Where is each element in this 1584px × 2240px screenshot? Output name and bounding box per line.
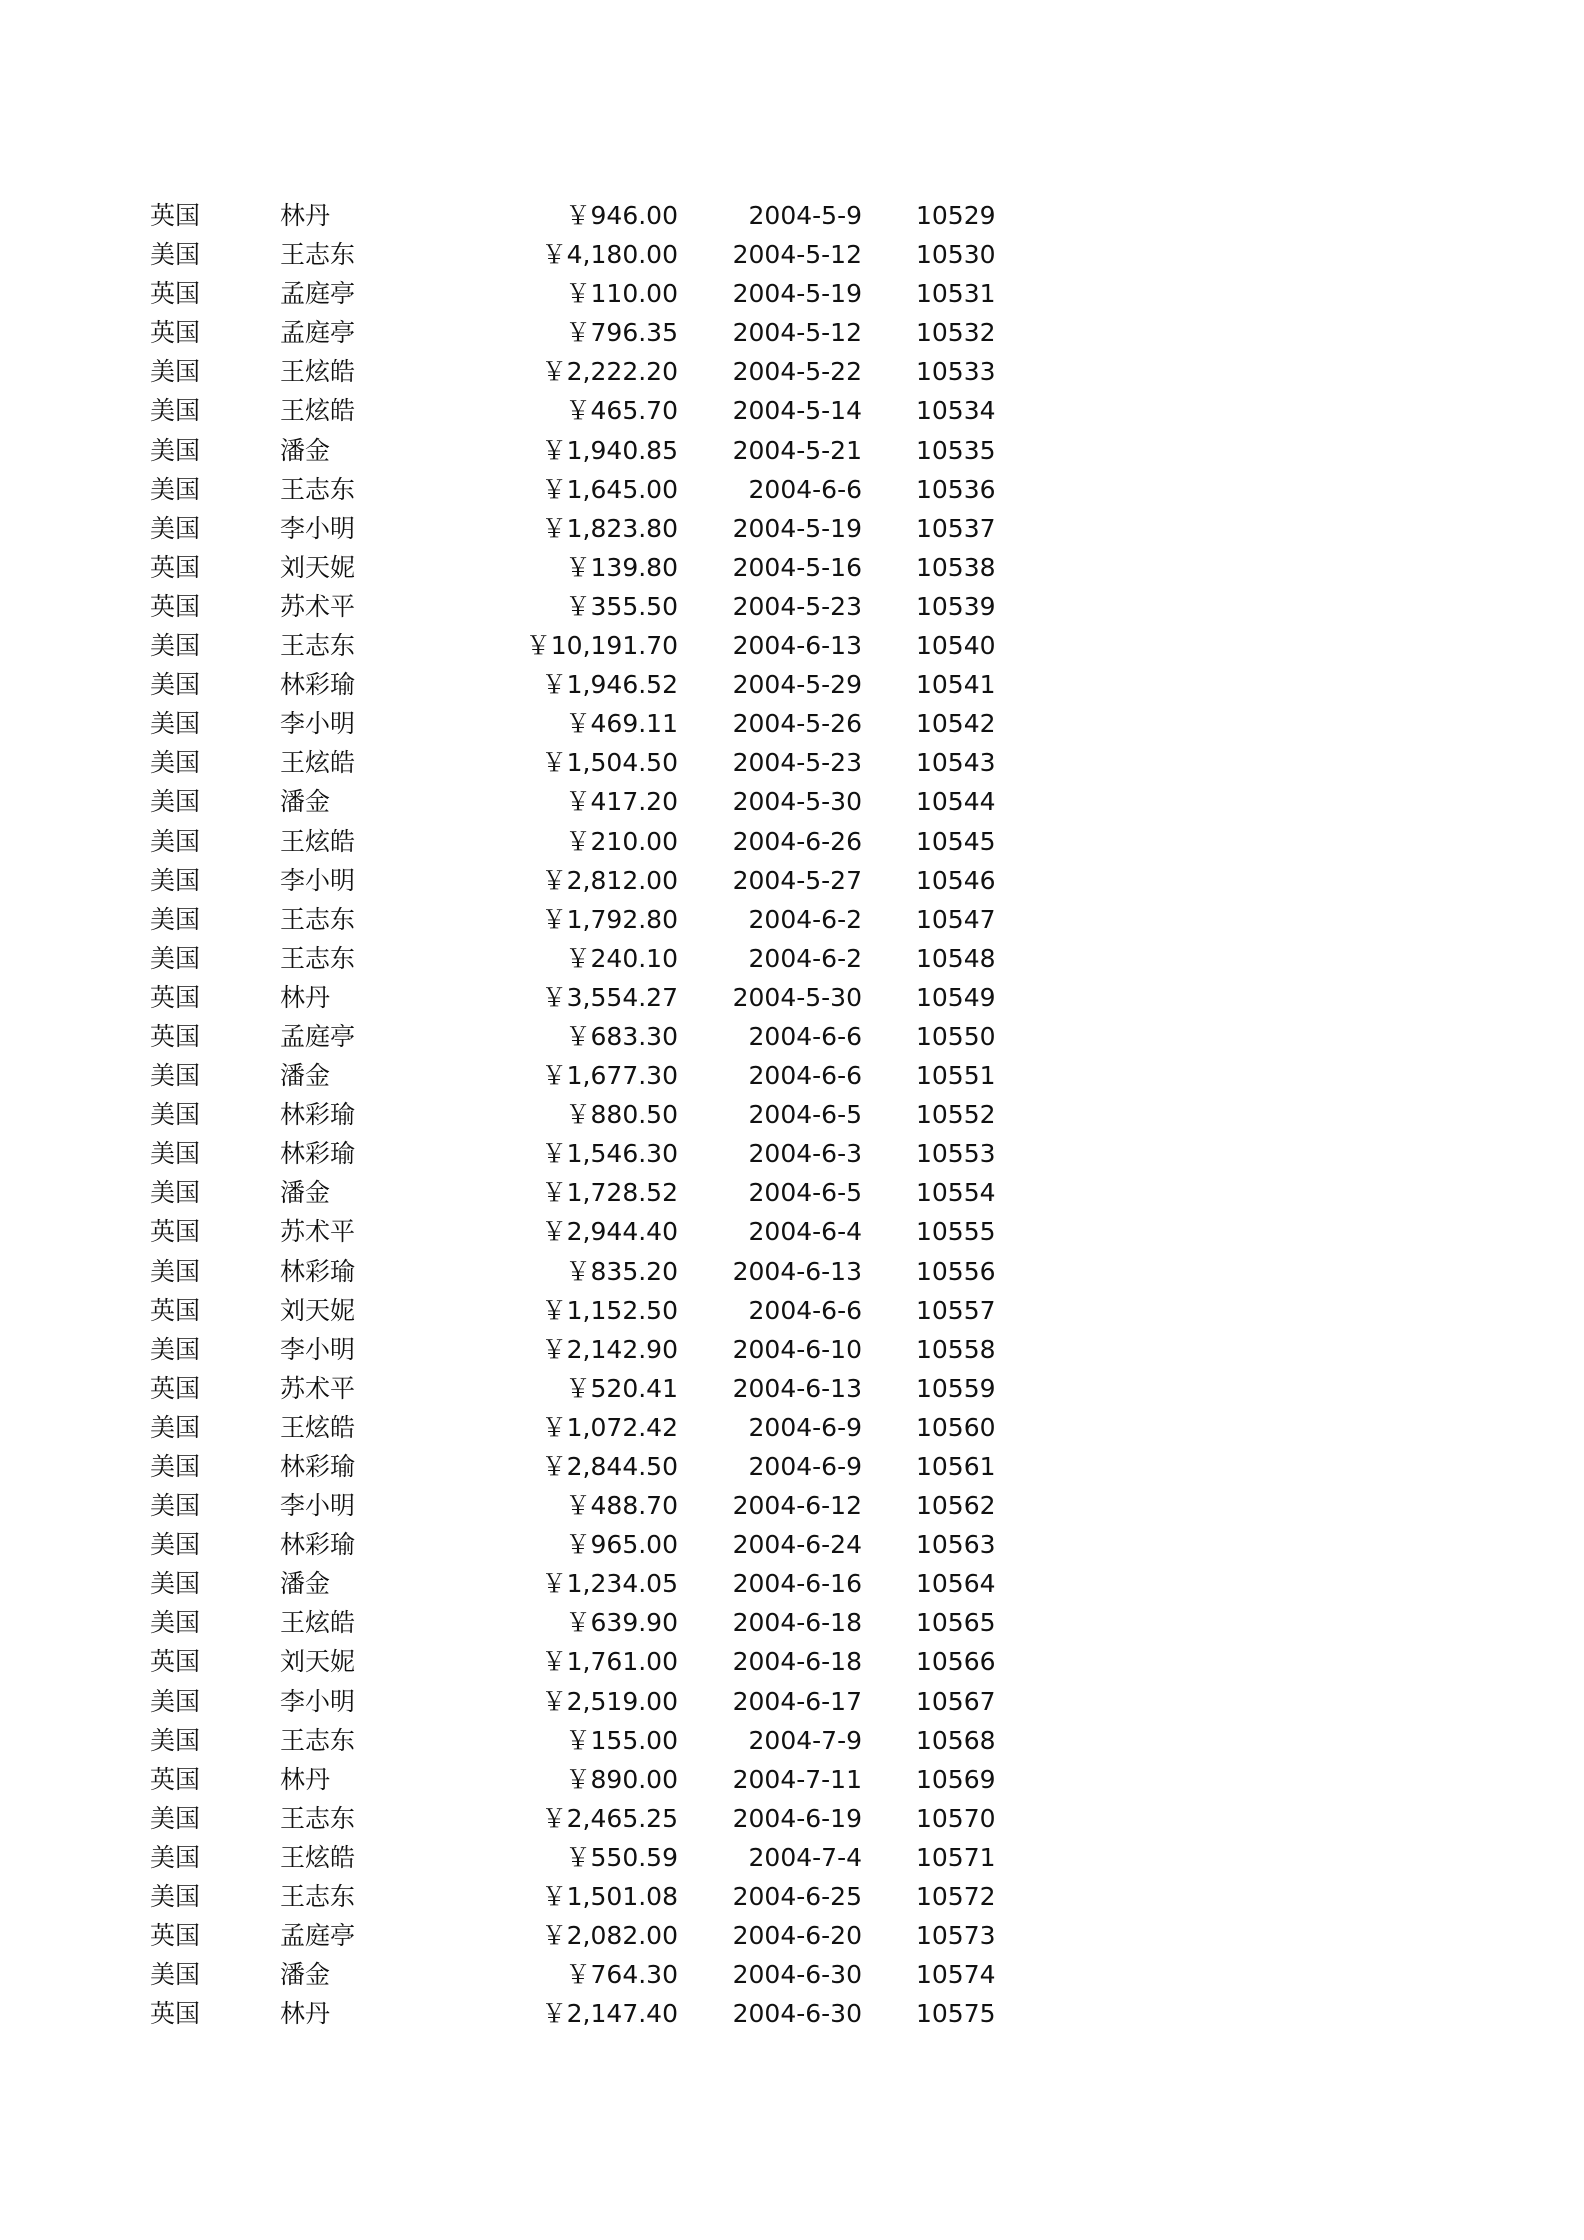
country-cell: 美国	[150, 1803, 201, 1833]
order-id-cell: 10540	[916, 631, 996, 661]
order-date-cell: 2004-6-13	[732, 631, 862, 661]
amount-cell: ￥1,072.42	[541, 1412, 678, 1442]
table-row	[0, 1721, 1584, 1760]
salesperson-cell: 王志东	[280, 474, 356, 504]
amount-cell: ￥946.00	[565, 201, 678, 230]
amount-cell: ￥550.59	[565, 1842, 678, 1872]
order-date-cell: 2004-5-29	[732, 670, 862, 700]
salesperson-cell: 孟庭亭	[280, 1021, 356, 1051]
order-id-cell: 10539	[916, 591, 996, 621]
table-row	[0, 900, 1584, 939]
order-id-cell: 10534	[916, 396, 996, 426]
country-cell: 英国	[150, 279, 201, 309]
order-date-cell: 2004-5-12	[732, 318, 862, 348]
country-cell: 英国	[150, 201, 201, 230]
order-date-cell: 2004-6-3	[748, 1139, 862, 1169]
amount-cell: ￥1,761.00	[541, 1647, 678, 1677]
country-cell: 英国	[150, 1999, 201, 2029]
country-cell: 英国	[150, 1373, 201, 1403]
country-cell: 美国	[150, 1842, 201, 1872]
order-id-cell: 10568	[916, 1725, 996, 1755]
order-date-cell: 2004-6-6	[748, 1061, 862, 1091]
salesperson-cell: 王炫皓	[280, 1842, 356, 1872]
order-date-cell: 2004-5-23	[732, 591, 862, 621]
table-row	[0, 822, 1584, 861]
amount-cell: ￥1,728.52	[541, 1178, 678, 1208]
country-cell: 美国	[150, 435, 201, 465]
order-date-cell: 2004-6-6	[748, 1295, 862, 1325]
amount-cell: ￥1,677.30	[541, 1061, 678, 1091]
country-cell: 美国	[150, 1412, 201, 1442]
order-date-cell: 2004-5-23	[732, 748, 862, 778]
order-date-cell: 2004-5-21	[732, 435, 862, 465]
order-date-cell: 2004-7-4	[748, 1842, 862, 1872]
table-row	[0, 1252, 1584, 1291]
table-row	[0, 1994, 1584, 2033]
order-id-cell: 10553	[916, 1139, 996, 1169]
amount-cell: ￥3,554.27	[541, 982, 678, 1012]
salesperson-cell: 王志东	[280, 1882, 356, 1912]
amount-cell: ￥890.00	[565, 1764, 678, 1794]
country-cell: 美国	[150, 474, 201, 504]
country-cell: 美国	[150, 1608, 201, 1638]
order-id-cell: 10557	[916, 1295, 996, 1325]
salesperson-cell: 王志东	[280, 1803, 356, 1833]
order-id-cell: 10533	[916, 357, 996, 387]
salesperson-cell: 苏术平	[280, 1373, 356, 1403]
country-cell: 美国	[150, 748, 201, 778]
country-cell: 英国	[150, 1217, 201, 1247]
amount-cell: ￥1,940.85	[541, 435, 678, 465]
amount-cell: ￥520.41	[565, 1373, 678, 1403]
order-id-cell: 10543	[916, 748, 996, 778]
salesperson-cell: 孟庭亭	[280, 279, 356, 309]
amount-cell: ￥2,082.00	[541, 1921, 678, 1951]
salesperson-cell: 苏术平	[280, 591, 356, 621]
table-row	[0, 1955, 1584, 1994]
salesperson-cell: 李小明	[280, 1334, 356, 1364]
amount-cell: ￥880.50	[565, 1100, 678, 1130]
amount-cell: ￥639.90	[565, 1608, 678, 1638]
country-cell: 美国	[150, 357, 201, 387]
country-cell: 美国	[150, 1334, 201, 1364]
order-date-cell: 2004-6-13	[732, 1256, 862, 1286]
order-date-cell: 2004-5-9	[748, 201, 862, 230]
country-cell: 美国	[150, 1100, 201, 1130]
order-id-cell: 10552	[916, 1100, 996, 1130]
country-cell: 美国	[150, 670, 201, 700]
amount-cell: ￥965.00	[565, 1530, 678, 1560]
order-date-cell: 2004-6-2	[748, 904, 862, 934]
salesperson-cell: 林彩瑜	[280, 1100, 356, 1130]
order-date-cell: 2004-6-2	[748, 943, 862, 973]
amount-cell: ￥2,465.25	[541, 1803, 678, 1833]
country-cell: 美国	[150, 1256, 201, 1286]
amount-cell: ￥2,142.90	[541, 1334, 678, 1364]
salesperson-cell: 林丹	[280, 1999, 331, 2029]
table-row	[0, 626, 1584, 665]
order-id-cell: 10565	[916, 1608, 996, 1638]
order-date-cell: 2004-5-19	[732, 279, 862, 309]
country-cell: 美国	[150, 513, 201, 543]
order-id-cell: 10550	[916, 1021, 996, 1051]
order-date-cell: 2004-6-20	[732, 1921, 862, 1951]
amount-cell: ￥4,180.00	[541, 240, 678, 270]
order-id-cell: 10571	[916, 1842, 996, 1872]
table-row	[0, 1330, 1584, 1369]
order-id-cell: 10567	[916, 1686, 996, 1716]
salesperson-cell: 李小明	[280, 1686, 356, 1716]
amount-cell: ￥1,946.52	[541, 670, 678, 700]
table-row	[0, 1916, 1584, 1955]
salesperson-cell: 王炫皓	[280, 1412, 356, 1442]
order-id-cell: 10531	[916, 279, 996, 309]
order-id-cell: 10545	[916, 826, 996, 856]
table-row	[0, 939, 1584, 978]
order-date-cell: 2004-6-25	[732, 1882, 862, 1912]
table-row	[0, 1017, 1584, 1056]
table-row	[0, 1682, 1584, 1721]
table-row	[0, 1212, 1584, 1251]
country-cell: 美国	[150, 631, 201, 661]
order-id-cell: 10560	[916, 1412, 996, 1442]
order-id-cell: 10544	[916, 787, 996, 817]
order-date-cell: 2004-6-6	[748, 1021, 862, 1051]
country-cell: 美国	[150, 904, 201, 934]
order-id-cell: 10549	[916, 982, 996, 1012]
country-cell: 美国	[150, 709, 201, 739]
order-id-cell: 10529	[916, 201, 996, 230]
amount-cell: ￥469.11	[565, 709, 678, 739]
amount-cell: ￥764.30	[565, 1960, 678, 1990]
salesperson-cell: 潘金	[280, 1569, 331, 1599]
salesperson-cell: 李小明	[280, 865, 356, 895]
salesperson-cell: 王志东	[280, 943, 356, 973]
order-date-cell: 2004-6-24	[732, 1530, 862, 1560]
order-date-cell: 2004-5-16	[732, 552, 862, 582]
table-row	[0, 1799, 1584, 1838]
order-date-cell: 2004-6-26	[732, 826, 862, 856]
order-date-cell: 2004-6-9	[748, 1452, 862, 1481]
salesperson-cell: 李小明	[280, 513, 356, 543]
table-row	[0, 1486, 1584, 1525]
country-cell: 英国	[150, 591, 201, 621]
order-id-cell: 10536	[916, 474, 996, 504]
amount-cell: ￥1,234.05	[541, 1569, 678, 1599]
order-date-cell: 2004-6-12	[732, 1491, 862, 1521]
order-id-cell: 10566	[916, 1647, 996, 1677]
amount-cell: ￥796.35	[565, 318, 678, 348]
country-cell: 美国	[150, 826, 201, 856]
salesperson-cell: 李小明	[280, 1491, 356, 1521]
order-id-cell: 10558	[916, 1334, 996, 1364]
order-id-cell: 10538	[916, 552, 996, 582]
country-cell: 美国	[150, 1882, 201, 1912]
salesperson-cell: 王炫皓	[280, 748, 356, 778]
country-cell: 英国	[150, 1764, 201, 1794]
salesperson-cell: 林丹	[280, 201, 331, 230]
amount-cell: ￥1,501.08	[541, 1882, 678, 1912]
salesperson-cell: 刘天妮	[280, 1647, 356, 1677]
country-cell: 美国	[150, 1491, 201, 1521]
amount-cell: ￥2,147.40	[541, 1999, 678, 2029]
order-id-cell: 10546	[916, 865, 996, 895]
order-id-cell: 10530	[916, 240, 996, 270]
amount-cell: ￥488.70	[565, 1491, 678, 1521]
order-date-cell: 2004-6-18	[732, 1647, 862, 1677]
order-date-cell: 2004-5-30	[732, 982, 862, 1012]
salesperson-cell: 林彩瑜	[280, 670, 356, 700]
salesperson-cell: 孟庭亭	[280, 1921, 356, 1951]
amount-cell: ￥465.70	[565, 396, 678, 426]
country-cell: 美国	[150, 1569, 201, 1599]
order-date-cell: 2004-6-16	[732, 1569, 862, 1599]
orders-table	[0, 196, 1584, 2033]
country-cell: 美国	[150, 1139, 201, 1169]
order-id-cell: 10537	[916, 513, 996, 543]
order-date-cell: 2004-5-26	[732, 709, 862, 739]
order-date-cell: 2004-7-11	[732, 1764, 862, 1794]
country-cell: 美国	[150, 943, 201, 973]
amount-cell: ￥1,546.30	[541, 1139, 678, 1169]
order-date-cell: 2004-6-5	[748, 1100, 862, 1130]
country-cell: 美国	[150, 1725, 201, 1755]
country-cell: 美国	[150, 396, 201, 426]
amount-cell: ￥10,191.70	[525, 631, 678, 661]
order-id-cell: 10572	[916, 1882, 996, 1912]
amount-cell: ￥139.80	[565, 552, 678, 582]
table-row	[0, 548, 1584, 587]
salesperson-cell: 林丹	[280, 982, 331, 1012]
order-id-cell: 10574	[916, 1960, 996, 1990]
amount-cell: ￥2,844.50	[541, 1452, 678, 1481]
salesperson-cell: 刘天妮	[280, 552, 356, 582]
amount-cell: ￥1,823.80	[541, 513, 678, 543]
table-row	[0, 274, 1584, 313]
order-id-cell: 10562	[916, 1491, 996, 1521]
order-id-cell: 10556	[916, 1256, 996, 1286]
order-id-cell: 10555	[916, 1217, 996, 1247]
order-date-cell: 2004-6-4	[748, 1217, 862, 1247]
table-row	[0, 978, 1584, 1017]
salesperson-cell: 王炫皓	[280, 396, 356, 426]
order-id-cell: 10561	[916, 1452, 996, 1481]
salesperson-cell: 林彩瑜	[280, 1139, 356, 1169]
order-date-cell: 2004-6-10	[732, 1334, 862, 1364]
table-row	[0, 1838, 1584, 1877]
amount-cell: ￥1,645.00	[541, 474, 678, 504]
amount-cell: ￥1,792.80	[541, 904, 678, 934]
table-row	[0, 1760, 1584, 1799]
table-row	[0, 1173, 1584, 1212]
amount-cell: ￥2,519.00	[541, 1686, 678, 1716]
country-cell: 英国	[150, 552, 201, 582]
salesperson-cell: 王炫皓	[280, 357, 356, 387]
table-row	[0, 509, 1584, 548]
salesperson-cell: 李小明	[280, 709, 356, 739]
salesperson-cell: 潘金	[280, 1061, 331, 1091]
country-cell: 英国	[150, 318, 201, 348]
salesperson-cell: 林彩瑜	[280, 1452, 356, 1481]
order-date-cell: 2004-5-27	[732, 865, 862, 895]
order-id-cell: 10559	[916, 1373, 996, 1403]
amount-cell: ￥355.50	[565, 591, 678, 621]
order-date-cell: 2004-5-22	[732, 357, 862, 387]
table-row	[0, 1525, 1584, 1564]
salesperson-cell: 王志东	[280, 631, 356, 661]
amount-cell: ￥2,812.00	[541, 865, 678, 895]
country-cell: 英国	[150, 1647, 201, 1677]
table-row	[0, 861, 1584, 900]
salesperson-cell: 潘金	[280, 1178, 331, 1208]
salesperson-cell: 潘金	[280, 787, 331, 817]
salesperson-cell: 林丹	[280, 1764, 331, 1794]
amount-cell: ￥1,152.50	[541, 1295, 678, 1325]
salesperson-cell: 孟庭亭	[280, 318, 356, 348]
amount-cell: ￥835.20	[565, 1256, 678, 1286]
salesperson-cell: 刘天妮	[280, 1295, 356, 1325]
amount-cell: ￥110.00	[565, 279, 678, 309]
order-date-cell: 2004-6-17	[732, 1686, 862, 1716]
table-row	[0, 1369, 1584, 1408]
order-id-cell: 10563	[916, 1530, 996, 1560]
table-row	[0, 704, 1584, 743]
order-date-cell: 2004-6-9	[748, 1412, 862, 1442]
order-date-cell: 2004-6-19	[732, 1803, 862, 1833]
country-cell: 英国	[150, 1921, 201, 1951]
table-row	[0, 1447, 1584, 1486]
table-row	[0, 665, 1584, 704]
salesperson-cell: 苏术平	[280, 1217, 356, 1247]
country-cell: 美国	[150, 1686, 201, 1716]
salesperson-cell: 王志东	[280, 904, 356, 934]
amount-cell: ￥2,222.20	[541, 357, 678, 387]
country-cell: 美国	[150, 1178, 201, 1208]
table-row	[0, 1603, 1584, 1642]
amount-cell: ￥210.00	[565, 826, 678, 856]
salesperson-cell: 潘金	[280, 1960, 331, 1990]
order-id-cell: 10541	[916, 670, 996, 700]
order-date-cell: 2004-5-30	[732, 787, 862, 817]
country-cell: 美国	[150, 240, 201, 270]
country-cell: 美国	[150, 1530, 201, 1560]
country-cell: 美国	[150, 1960, 201, 1990]
order-date-cell: 2004-6-30	[732, 1960, 862, 1990]
country-cell: 美国	[150, 787, 201, 817]
table-row	[0, 1642, 1584, 1681]
table-row	[0, 782, 1584, 821]
table-row	[0, 743, 1584, 782]
order-id-cell: 10542	[916, 709, 996, 739]
salesperson-cell: 林彩瑜	[280, 1256, 356, 1286]
amount-cell: ￥683.30	[565, 1021, 678, 1051]
country-cell: 英国	[150, 1295, 201, 1325]
order-date-cell: 2004-5-12	[732, 240, 862, 270]
country-cell: 英国	[150, 982, 201, 1012]
country-cell: 美国	[150, 865, 201, 895]
order-date-cell: 2004-6-13	[732, 1373, 862, 1403]
table-row	[0, 1408, 1584, 1447]
country-cell: 美国	[150, 1061, 201, 1091]
table-row	[0, 352, 1584, 391]
amount-cell: ￥240.10	[565, 943, 678, 973]
amount-cell: ￥417.20	[565, 787, 678, 817]
table-row	[0, 1095, 1584, 1134]
order-id-cell: 10554	[916, 1178, 996, 1208]
table-row	[0, 391, 1584, 430]
table-row	[0, 235, 1584, 274]
salesperson-cell: 王志东	[280, 240, 356, 270]
order-id-cell: 10551	[916, 1061, 996, 1091]
salesperson-cell: 林彩瑜	[280, 1530, 356, 1560]
order-id-cell: 10547	[916, 904, 996, 934]
order-id-cell: 10573	[916, 1921, 996, 1951]
order-id-cell: 10570	[916, 1803, 996, 1833]
table-row	[0, 313, 1584, 352]
order-date-cell: 2004-5-14	[732, 396, 862, 426]
salesperson-cell: 王炫皓	[280, 1608, 356, 1638]
order-id-cell: 10548	[916, 943, 996, 973]
order-id-cell: 10569	[916, 1764, 996, 1794]
country-cell: 英国	[150, 1021, 201, 1051]
order-date-cell: 2004-5-19	[732, 513, 862, 543]
order-id-cell: 10535	[916, 435, 996, 465]
table-row	[0, 470, 1584, 509]
table-row	[0, 1877, 1584, 1916]
table-row	[0, 431, 1584, 470]
order-date-cell: 2004-6-18	[732, 1608, 862, 1638]
amount-cell: ￥155.00	[565, 1725, 678, 1755]
order-id-cell: 10575	[916, 1999, 996, 2029]
amount-cell: ￥1,504.50	[541, 748, 678, 778]
amount-cell: ￥2,944.40	[541, 1217, 678, 1247]
order-date-cell: 2004-6-30	[732, 1999, 862, 2029]
salesperson-cell: 王志东	[280, 1725, 356, 1755]
order-date-cell: 2004-6-5	[748, 1178, 862, 1208]
table-row	[0, 1564, 1584, 1603]
table-row	[0, 1291, 1584, 1330]
order-date-cell: 2004-6-6	[748, 474, 862, 504]
country-cell: 美国	[150, 1452, 201, 1481]
order-id-cell: 10564	[916, 1569, 996, 1599]
table-row	[0, 196, 1584, 235]
table-row	[0, 1134, 1584, 1173]
table-row	[0, 1056, 1584, 1095]
order-id-cell: 10532	[916, 318, 996, 348]
salesperson-cell: 王炫皓	[280, 826, 356, 856]
order-date-cell: 2004-7-9	[748, 1725, 862, 1755]
table-row	[0, 587, 1584, 626]
salesperson-cell: 潘金	[280, 435, 331, 465]
